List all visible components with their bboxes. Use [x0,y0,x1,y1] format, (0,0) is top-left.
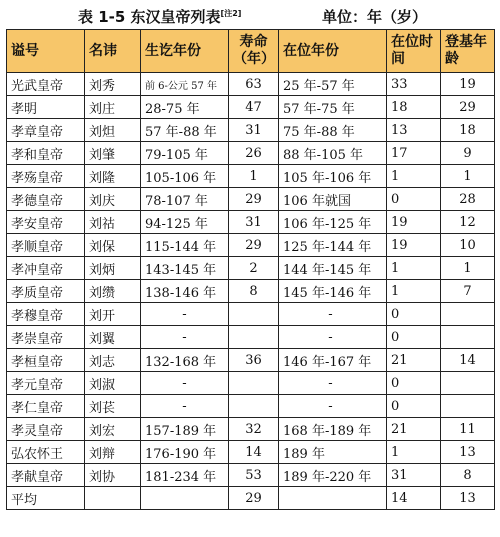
cell-duration: 14 [387,487,441,510]
cell-title: 孝穆皇帝 [7,303,85,326]
cell-reign: 125 年-144 年 [279,234,387,257]
cell-age: 12 [441,211,495,234]
header-row [7,30,495,73]
footnote-ref: [注2] [220,9,242,18]
cell-reign: 146 年-167 年 [279,349,387,372]
header-reign: 在位年份 [279,30,387,73]
cell-age: 13 [441,487,495,510]
table-row [7,73,495,96]
table-row [7,96,495,119]
cell-lifespan: 29 [229,188,279,211]
cell-life: 前 6-公元 57 年 [141,73,229,96]
cell-reign: 144 年-145 年 [279,257,387,280]
header-title: 谥号 [7,30,85,73]
cell-lifespan: 32 [229,418,279,441]
cell-name: 刘秀 [85,73,141,96]
cell-reign [279,487,387,510]
cell-name: 刘庆 [85,188,141,211]
cell-life: 105-106 年 [141,165,229,188]
cell-life: 176-190 年 [141,441,229,464]
cell-reign: 189 年 [279,441,387,464]
table-row [7,234,495,257]
table-row [7,418,495,441]
table-row [7,211,495,234]
cell-reign: 189 年-220 年 [279,464,387,487]
cell-duration: 13 [387,119,441,142]
cell-title: 孝章皇帝 [7,119,85,142]
cell-title: 孝冲皇帝 [7,257,85,280]
cell-age: 19 [441,73,495,96]
cell-reign: - [279,326,387,349]
cell-lifespan: 36 [229,349,279,372]
cell-title: 孝和皇帝 [7,142,85,165]
table-row [7,257,495,280]
cell-lifespan [229,326,279,349]
cell-lifespan: 29 [229,487,279,510]
cell-lifespan: 29 [229,234,279,257]
cell-reign: 145 年-146 年 [279,280,387,303]
cell-title: 孝德皇帝 [7,188,85,211]
cell-age: 1 [441,257,495,280]
cell-title: 孝顺皇帝 [7,234,85,257]
cell-reign: - [279,372,387,395]
cell-age: 1 [441,165,495,188]
cell-lifespan: 31 [229,119,279,142]
cell-name: 刘翼 [85,326,141,349]
cell-reign: 105 年-106 年 [279,165,387,188]
cell-duration: 0 [387,395,441,418]
cell-age: 13 [441,441,495,464]
header-age: 登基年龄 [441,30,495,73]
cell-duration: 21 [387,349,441,372]
cell-life: 115-144 年 [141,234,229,257]
cell-name: 刘淑 [85,372,141,395]
table-body [7,73,495,510]
cell-life: 28-75 年 [141,96,229,119]
cell-duration: 1 [387,165,441,188]
cell-life: 157-189 年 [141,418,229,441]
cell-duration: 21 [387,418,441,441]
cell-reign: 75 年-88 年 [279,119,387,142]
cell-reign: 57 年-75 年 [279,96,387,119]
cell-reign: 106 年-125 年 [279,211,387,234]
cell-duration: 0 [387,188,441,211]
cell-lifespan: 1 [229,165,279,188]
table-row [7,280,495,303]
header-duration: 在位时间 [387,30,441,73]
cell-lifespan: 47 [229,96,279,119]
cell-life: - [141,326,229,349]
table-caption [0,0,500,30]
cell-name: 刘苌 [85,395,141,418]
cell-reign: 88 年-105 年 [279,142,387,165]
cell-name: 刘协 [85,464,141,487]
cell-duration: 19 [387,211,441,234]
cell-lifespan [229,303,279,326]
table-row [7,188,495,211]
cell-duration: 0 [387,303,441,326]
cell-name: 刘开 [85,303,141,326]
cell-duration: 19 [387,234,441,257]
cell-title: 孝元皇帝 [7,372,85,395]
cell-name: 刘志 [85,349,141,372]
cell-name: 刘辩 [85,441,141,464]
cell-name: 刘炳 [85,257,141,280]
header-life: 生讫年份 [141,30,229,73]
cell-reign: - [279,395,387,418]
unit-label: 单位：年（岁） [322,8,428,26]
cell-name: 刘宏 [85,418,141,441]
cell-life: - [141,395,229,418]
cell-name: 刘庄 [85,96,141,119]
cell-name: 刘保 [85,234,141,257]
table-row [7,464,495,487]
cell-name: 刘缵 [85,280,141,303]
cell-title: 孝质皇帝 [7,280,85,303]
cell-duration: 1 [387,257,441,280]
cell-age [441,303,495,326]
emperor-table [6,29,495,510]
cell-title: 光武皇帝 [7,73,85,96]
table-title: 表 1-5 东汉皇帝列表[注2] [78,8,242,26]
cell-age: 7 [441,280,495,303]
cell-life: 57 年-88 年 [141,119,229,142]
cell-reign: 168 年-189 年 [279,418,387,441]
table-row [7,165,495,188]
cell-life: 78-107 年 [141,188,229,211]
cell-title: 孝崇皇帝 [7,326,85,349]
table-row [7,441,495,464]
cell-lifespan: 14 [229,441,279,464]
cell-life: 143-145 年 [141,257,229,280]
cell-age: 28 [441,188,495,211]
cell-age: 9 [441,142,495,165]
table-row [7,303,495,326]
cell-duration: 17 [387,142,441,165]
cell-life: 181-234 年 [141,464,229,487]
cell-title: 孝仁皇帝 [7,395,85,418]
cell-lifespan: 53 [229,464,279,487]
cell-lifespan [229,372,279,395]
cell-title: 孝安皇帝 [7,211,85,234]
cell-lifespan: 31 [229,211,279,234]
cell-name [85,487,141,510]
cell-life: - [141,303,229,326]
cell-duration: 1 [387,280,441,303]
cell-title: 平均 [7,487,85,510]
cell-title: 孝殇皇帝 [7,165,85,188]
table-row [7,487,495,510]
cell-life: 94-125 年 [141,211,229,234]
cell-name: 刘隆 [85,165,141,188]
cell-reign: - [279,303,387,326]
cell-life [141,487,229,510]
table-row [7,119,495,142]
cell-life: 132-168 年 [141,349,229,372]
cell-lifespan: 2 [229,257,279,280]
cell-lifespan: 8 [229,280,279,303]
header-lifespan: 寿命（年） [229,30,279,73]
cell-duration: 0 [387,372,441,395]
cell-title: 孝明 [7,96,85,119]
cell-title: 弘农怀王 [7,441,85,464]
table-row [7,326,495,349]
cell-duration: 31 [387,464,441,487]
table-row [7,395,495,418]
cell-life: - [141,372,229,395]
cell-life: 79-105 年 [141,142,229,165]
cell-name: 刘肇 [85,142,141,165]
cell-age: 10 [441,234,495,257]
cell-life: 138-146 年 [141,280,229,303]
cell-reign: 106 年就国 [279,188,387,211]
cell-age: 18 [441,119,495,142]
cell-name: 刘炟 [85,119,141,142]
cell-age [441,326,495,349]
cell-lifespan [229,395,279,418]
cell-age: 11 [441,418,495,441]
table-row [7,372,495,395]
cell-age: 14 [441,349,495,372]
cell-age: 29 [441,96,495,119]
cell-title: 孝灵皇帝 [7,418,85,441]
cell-duration: 33 [387,73,441,96]
cell-age [441,372,495,395]
header-name: 名讳 [85,30,141,73]
cell-age: 8 [441,464,495,487]
cell-lifespan: 63 [229,73,279,96]
cell-lifespan: 26 [229,142,279,165]
cell-title: 孝献皇帝 [7,464,85,487]
cell-age [441,395,495,418]
cell-duration: 0 [387,326,441,349]
table-row [7,349,495,372]
cell-reign: 25 年-57 年 [279,73,387,96]
table-row [7,142,495,165]
cell-duration: 1 [387,441,441,464]
cell-title: 孝桓皇帝 [7,349,85,372]
cell-name: 刘祜 [85,211,141,234]
cell-duration: 18 [387,96,441,119]
